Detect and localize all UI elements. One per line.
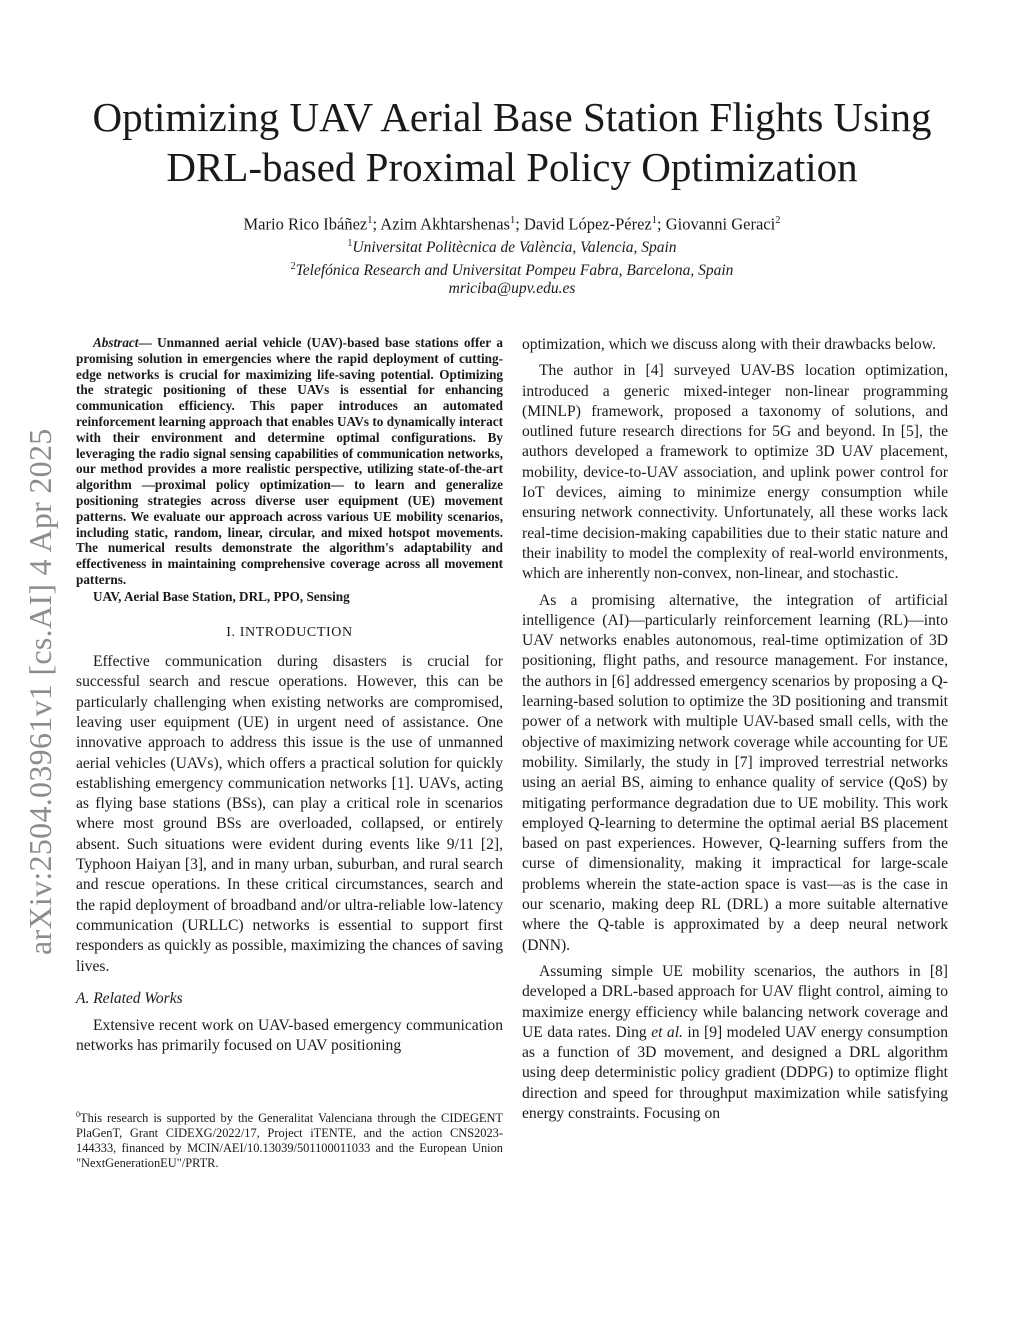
footnote-text: This research is supported by the Generalitat Valenciana through the CIDEGENT PlaGenT, Grant CIDEXG/2022/17, Project iTENTE, and the action CNS2023-144333, financed by MCIN/AEI/10.13039/501100011033 and the European Union "NextGenerationEU"/PRTR. bbox=[76, 1111, 503, 1171]
left-column bbox=[76, 335, 503, 1063]
footnote bbox=[76, 1107, 503, 1171]
paragraph bbox=[522, 962, 948, 1124]
paragraph: Extensive recent work on UAV-based emergency communication networks has primarily focused on UAV positioning bbox=[76, 1017, 503, 1055]
abstract-label: Abstract bbox=[93, 335, 139, 350]
right-column bbox=[522, 335, 948, 1130]
author-affil-mark: 1 bbox=[651, 215, 657, 226]
author-affil-mark: 1 bbox=[367, 215, 373, 226]
paragraph: As a promising alternative, the integration of artificial intelligence (AI)—particularly reinforcement learning (RL)—into UAV networks enables autonomous, real-time optimization of 3D positioning, flight paths, and resource management. For instance, the authors in [6] addressed emergency scenarios by proposing a Q-learning-based solution to optimize the 3D positioning and transmit power of a network with multiple UAV-based small cells, with the objective of maximizing network coverage while accounting for UE mobility. Similarly, the study in [7] improved terrestrial networks using an aerial BS, aiming to enhance quality of service (QoS) by mitigating performance degradation due to UE mobility. This work employed Q-learning to determine the optimal aerial BS placement based on past experiences. However, Q-learning suffers from the curse of dimensionality, making it impractical for large-scale problems wherein the state-action space is vast—as is the case in our scenario, making deep RL (DRL) a more suitable alternative where the Q-table is approximated by a deep neural network (DNN). bbox=[522, 591, 948, 954]
contact-email[interactable]: mriciba@upv.edu.es bbox=[448, 280, 576, 297]
abstract-text: — Unmanned aerial vehicle (UAV)-based base stations offer a promising solution in emergencies where the rapid deployment of cutting-edge networks is crucial for maximizing life-saving potential. Optimizing the strategic positioning of these UAVs is essential for enhancing communication efficiency. This paper introduces an automated reinforcement learning approach that enables UAVs to dynamically interact with their environment and determine optimal configurations. By leveraging the radio signal sensing capabilities of communication networks, our method provides a more realistic perspective, utilizing state-of-the-art algorithm —proximal policy optimization— to learn and generalize positioning strategies across diverse user equipment (UE) movement patterns. We evaluate our approach across various UE mobility scenarios, including static, random, linear, circular, and mixed hotspot movements. The numerical results demonstrate the algorithm's adaptability and effectiveness in maintaining comprehensive coverage across all movement patterns. bbox=[76, 335, 503, 587]
author-affil-mark: 2 bbox=[775, 215, 781, 226]
paragraph-text: in [9] modeled UAV energy consumption as a function of 3D movement, and designed a DRL algorithm using deep deterministic policy gradient (DDPG) to optimize flight direction and speed for throughput maximization while satisfying energy constraints. Focusing on bbox=[522, 1023, 949, 1122]
paragraph: Effective communication during disasters is crucial for successful search and rescue operations. However, this can be particularly challenging when existing networks are compromised, leaving user equipment (UE) in urgent need of assistance. One innovative approach to address this issue is the use of unmanned aerial vehicles (UAVs), which offers a practical solution for quickly establishing emergency communication networks [1]. UAVs, acting as flying base stations (BSs), can play a critical role in scenarios where most ground BSs are overloaded, collapsed, or entirely absent. Such situations were evident during events like 9/11 [2], Typhoon Haiyan [3], and in many urban, suburban, and rural search and rescue operations. In these critical circumstances, search and the rapid deployment of broadband and/or ultra-reliable low-latency communication (URLLC) networks is essential to support first responders as quickly as possible, maximizing the chances of saving lives. bbox=[76, 653, 503, 975]
affiliation-text: Telefónica Research and Universitat Pompeu Fabra, Barcelona, Spain bbox=[295, 262, 734, 280]
author-list bbox=[80, 210, 944, 235]
author-name: David López-Pérez bbox=[523, 214, 652, 234]
keywords: UAV, Aerial Base Station, DRL, PPO, Sensing bbox=[93, 588, 350, 604]
footnote-mark: 0 bbox=[76, 1110, 80, 1119]
affiliation-mark: 1 bbox=[347, 238, 353, 249]
paragraph: optimization, which we discuss along with their drawbacks below. bbox=[522, 336, 936, 353]
author-separator: ; bbox=[372, 214, 381, 234]
author-name: Giovanni Geraci bbox=[665, 214, 776, 234]
paper-title bbox=[60, 92, 964, 192]
abstract bbox=[76, 335, 503, 588]
author-affil-mark: 1 bbox=[509, 215, 516, 226]
paragraph-text: Assuming simple UE mobility scenarios, the authors in [8] developed a DRL-based approach for UAV flight control, aiming to maximize energy efficiency while balancing network coverage and UE data rates. Ding bbox=[522, 962, 948, 1041]
author-name: Mario Rico Ibáñez bbox=[243, 214, 368, 234]
arxiv-identifier: arXiv:2504.03961v1 [cs.AI] 4 Apr 2025 bbox=[22, 428, 58, 955]
section-heading-introduction: I. INTRODUCTION bbox=[226, 624, 353, 640]
subsection-heading-related-works: A. Related Works bbox=[76, 989, 183, 1007]
author-separator: ; bbox=[515, 214, 524, 234]
author-separator: ; bbox=[657, 214, 666, 234]
paragraph: The author in [4] surveyed UAV-BS location optimization, introduced a generic mixed-integer non-linear programming (MINLP) framework, proposed a taxonomy of solutions, and outlined future research directions for 5G and beyond. In [5], the authors developed a framework to optimize 3D UAV placement, mobility, device-to-UAV association, and uplink power control for IoT devices, aiming to minimize energy consumption while ensuring network connectivity. Unfortunately, all these works lack real-time decision-making capabilities due to their static nature and their inability to model the complexity of real-world environments, which are inherently non-convex, non-linear, and stochastic. bbox=[522, 362, 948, 583]
title-line-1: Optimizing UAV Aerial Base Station Flights Using bbox=[92, 94, 932, 140]
affiliation-2 bbox=[80, 257, 944, 281]
affiliation-mark: 2 bbox=[290, 261, 296, 272]
title-line-2: DRL-based Proximal Policy Optimization bbox=[166, 144, 858, 190]
affiliation-1 bbox=[80, 234, 944, 258]
citation-etal: et al. bbox=[651, 1023, 683, 1041]
author-name: Azim Akhtarshenas bbox=[380, 214, 510, 234]
affiliation-text: Universitat Politècnica de València, Valencia, Spain bbox=[352, 239, 677, 257]
